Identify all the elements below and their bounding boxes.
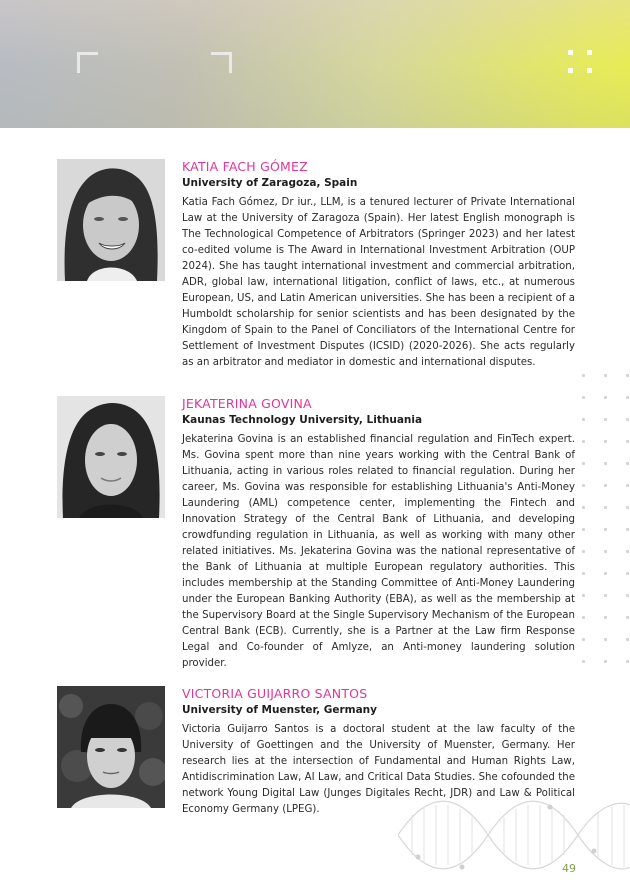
grid-dot <box>604 462 607 465</box>
speaker-photo <box>57 396 165 518</box>
grid-dot <box>604 594 607 597</box>
grid-dot <box>604 616 607 619</box>
dot <box>568 50 573 55</box>
grid-dot <box>582 440 585 443</box>
portrait-image <box>57 159 165 281</box>
grid-dot <box>626 572 629 575</box>
portrait-image <box>57 396 165 518</box>
grid-dot <box>604 528 607 531</box>
grid-dot <box>582 528 585 531</box>
grid-dot <box>604 418 607 421</box>
grid-dot <box>626 660 629 663</box>
portrait-image <box>57 686 165 808</box>
grid-dot <box>604 660 607 663</box>
grid-dot <box>582 484 585 487</box>
grid-dot <box>626 528 629 531</box>
speaker-bio: Jekaterina Govina is an established financial regulation and FinTech expert. Ms. Govina spent more than nine years working with the Central Bank of Lithuania, acting in various roles related to financial regulation. During her career, Ms. Govina was responsible for establishing Lithuania's Anti-Money Laundering (AML) competence center, implementing the Fintech and Innovation Strategy of the Central Bank of Lithuania, and developing crowdfunding regulation in Lithuania, as well as working with many other related initiatives. Ms. Jekaterina Govina was the national representative of the Bank of Lithuania at multiple European regulatory authorities. This includes membership at the Standing Committee of Anti-Money Laundering under the European Banking Authority (EBA), as well as the membership at the Supervisory Board at the Single Supervisory Mechanism of the European Central Bank (ECB). Currently, she is a Partner at the Law firm Response Legal and Co-founder of Amlyze, an Anti-money laundering solution provider. <box>182 434 575 669</box>
grid-dot <box>626 506 629 509</box>
dot <box>587 50 592 55</box>
grid-dot <box>604 638 607 641</box>
speaker-info <box>182 159 575 371</box>
speaker-bio: Katia Fach Gómez, Dr iur., LLM, is a tenured lecturer of Private International Law at the University of Zaragoza (Spain). Her latest English monograph is The Technological Competence of Arbitrators (Springer 2023) and her latest co-edited volume is The Award in International Investment Arbitration (OUP 2024). She has taught international investment and commercial arbitration, ADR, global law, international litigation, conflict of laws, etc., at numerous European, US, and Latin American universities. She has been a recipient of a Humboldt scholarship for senior scientists and has been designated by the Kingdom of Spain to the Panel of Conciliators of the International Centre for Settlement of Investment Disputes (ICSID) (2020-2026). She acts regularly as an arbitrator and mediator in domestic and international disputes. <box>182 197 575 368</box>
header-banner <box>0 0 630 128</box>
grid-dot <box>582 374 585 377</box>
speaker-name: KATIA FACH GÓMEZ <box>182 159 308 174</box>
grid-dot <box>604 572 607 575</box>
speaker-photo <box>57 159 165 281</box>
grid-dot <box>604 374 607 377</box>
grid-dot <box>582 550 585 553</box>
dot-grid-decoration <box>580 374 630 674</box>
grid-dot <box>604 506 607 509</box>
speaker-name: JEKATERINA GOVINA <box>182 396 312 411</box>
grid-dot <box>626 484 629 487</box>
grid-dot <box>604 396 607 399</box>
grid-dot <box>604 440 607 443</box>
grid-dot <box>582 594 585 597</box>
dot <box>568 68 573 73</box>
speaker-affiliation: Kaunas Technology University, Lithuania <box>182 414 423 426</box>
grid-dot <box>582 638 585 641</box>
grid-dot <box>582 506 585 509</box>
grid-dot <box>582 396 585 399</box>
grid-dot <box>626 550 629 553</box>
grid-dot <box>582 462 585 465</box>
grid-dot <box>626 396 629 399</box>
grid-dot <box>626 638 629 641</box>
grid-dot <box>626 374 629 377</box>
grid-dot <box>582 660 585 663</box>
grid-dot <box>582 572 585 575</box>
grid-dot <box>582 616 585 619</box>
grid-dot <box>604 550 607 553</box>
corner-bracket-right-icon <box>211 52 232 73</box>
speaker-affiliation: University of Muenster, Germany <box>182 704 378 716</box>
speaker-info <box>182 396 575 672</box>
grid-dot <box>626 616 629 619</box>
corner-bracket-left-icon <box>77 52 98 73</box>
speaker-bio: Victoria Guijarro Santos is a doctoral student at the law faculty of the University of Goettingen and the University of Muenster, Germany. Her research lies at the intersection of Fundamental and Human Rights Law, Antidiscrimination Law, AI Law, and Critical Data Studies. She cofounded the network Young Digital Law (Junges Digitales Recht, JDR) and Law & Political Economy Germany (LPEG). <box>182 724 575 815</box>
grid-dot <box>626 440 629 443</box>
grid-dot <box>582 418 585 421</box>
dot <box>587 68 592 73</box>
dna-helix-icon <box>398 795 630 875</box>
grid-dot <box>626 594 629 597</box>
page-number: 49 <box>562 862 576 875</box>
speaker-photo <box>57 686 165 808</box>
grid-dot <box>626 418 629 421</box>
grid-dot <box>626 462 629 465</box>
speaker-affiliation: University of Zaragoza, Spain <box>182 177 358 189</box>
grid-dot <box>604 484 607 487</box>
speaker-name: VICTORIA GUIJARRO SANTOS <box>182 686 368 701</box>
